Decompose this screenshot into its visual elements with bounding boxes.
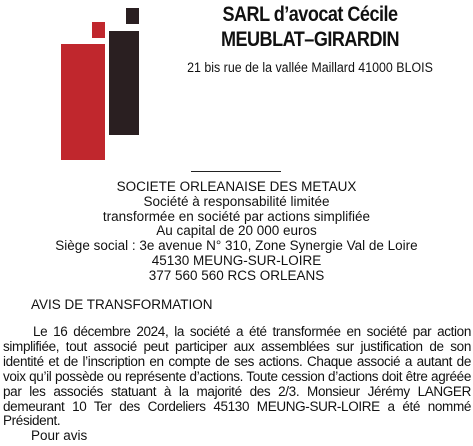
firm-name-line2: MEUBLAT–GIRARDIN: [220, 28, 400, 51]
logo-dark-column: [109, 31, 139, 135]
company-name: SOCIETE ORLEANAISE DES METAUX: [116, 179, 357, 194]
company-seat: Siège social : 3e avenue N° 310, Zone Synergie Val de Loire: [55, 238, 418, 254]
notice-closing: Pour avis: [31, 428, 88, 443]
logo-red-column: [61, 44, 105, 160]
notice-title: AVIS DE TRANSFORMATION: [31, 297, 213, 312]
company-transformation: transformée en société par actions simplifiée: [102, 208, 371, 224]
separator-rule: [191, 171, 281, 172]
company-rcs: 377 560 560 RCS ORLEANS: [148, 267, 325, 283]
firm-name-line1: SARL d’avocat Cécile: [222, 3, 398, 26]
logo-red-small-square: [92, 22, 105, 38]
firm-address: 21 bis rue de la vallée Maillard 41000 BLOIS: [187, 60, 433, 75]
company-city: 45130 MEUNG-SUR-LOIRE: [151, 252, 322, 268]
notice-body: Le 16 décembre 2024, la société a été transformée en société par action simplifiée, tout associé peut participer aux assemblées sur justification de son identité et de l’inscription en compte de ses actions. Chaque associé a autant de voix qu’il possède ou représente d’actions. Toute cession d’actions doit être agréée par les associés statuant à la majorité des 2/3. Monsieur Jérémy LANGER demeurant 10 Ter des Cordeliers 45130 MEUNG-SUR-LOIRE a été nommé Président.: [3, 324, 471, 429]
company-capital: Au capital de 20 000 euros: [156, 223, 317, 239]
company-block: [0, 180, 473, 284]
law-firm-logo: [61, 8, 147, 160]
firm-name: [172, 2, 447, 52]
company-form: Société à responsabilité limitée: [143, 193, 330, 209]
logo-dark-small-square: [126, 8, 139, 24]
